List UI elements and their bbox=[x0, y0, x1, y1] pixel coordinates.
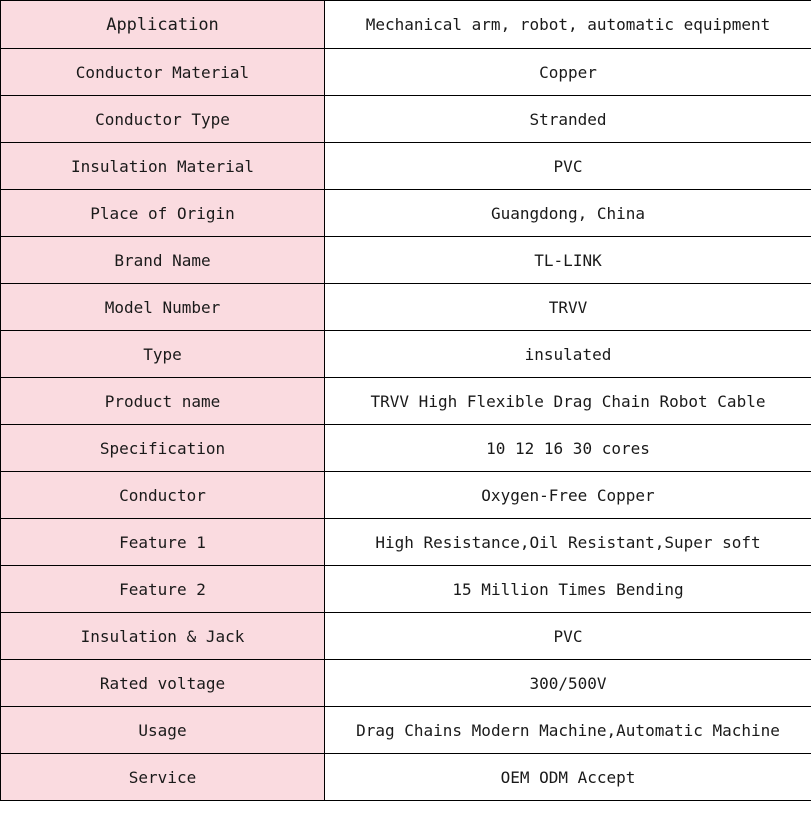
row-value-cell bbox=[325, 519, 811, 566]
row-value: OEM ODM Accept bbox=[500, 767, 636, 787]
row-label-cell bbox=[1, 143, 325, 190]
table-row bbox=[1, 613, 811, 660]
row-label-cell bbox=[1, 49, 325, 96]
row-value: Mechanical arm, robot, automatic equipment bbox=[365, 15, 771, 34]
row-label-cell bbox=[1, 472, 325, 519]
row-value: High Resistance,Oil Resistant,Super soft bbox=[375, 532, 761, 552]
table-row bbox=[1, 472, 811, 519]
row-label: Place of Origin bbox=[90, 203, 235, 223]
table-row bbox=[1, 566, 811, 613]
row-value: Copper bbox=[539, 62, 597, 82]
table-row bbox=[1, 96, 811, 143]
row-value-cell bbox=[325, 284, 811, 331]
row-value: Drag Chains Modern Machine,Automatic Machine bbox=[356, 720, 780, 740]
row-label: Rated voltage bbox=[99, 673, 226, 693]
row-value-cell bbox=[325, 754, 811, 801]
row-value: PVC bbox=[553, 626, 583, 646]
row-value-cell bbox=[325, 190, 811, 237]
row-label-cell bbox=[1, 331, 325, 378]
row-label-cell bbox=[1, 660, 325, 707]
row-value-cell bbox=[325, 613, 811, 660]
table-row bbox=[1, 331, 811, 378]
row-label-cell bbox=[1, 190, 325, 237]
row-value: Stranded bbox=[529, 109, 607, 129]
row-label-cell bbox=[1, 613, 325, 660]
row-value: 300/500V bbox=[529, 673, 607, 693]
row-label: Insulation & Jack bbox=[80, 626, 245, 646]
row-label: Type bbox=[143, 344, 182, 364]
table-row bbox=[1, 1, 811, 49]
table-row bbox=[1, 49, 811, 96]
row-value-cell bbox=[325, 707, 811, 754]
row-value-cell bbox=[325, 566, 811, 613]
table-row bbox=[1, 143, 811, 190]
table-row bbox=[1, 284, 811, 331]
row-label: Application bbox=[106, 14, 219, 35]
row-value-cell bbox=[325, 660, 811, 707]
row-label: Usage bbox=[138, 720, 187, 740]
row-label-cell bbox=[1, 237, 325, 284]
row-value: Guangdong, China bbox=[490, 203, 646, 223]
row-value: TL-LINK bbox=[534, 250, 602, 270]
row-label-cell bbox=[1, 519, 325, 566]
row-label: Specification bbox=[99, 438, 226, 458]
row-value-cell bbox=[325, 378, 811, 425]
row-label-cell bbox=[1, 378, 325, 425]
row-label: Service bbox=[128, 767, 197, 787]
row-label-cell bbox=[1, 284, 325, 331]
row-label-cell bbox=[1, 754, 325, 801]
table-row bbox=[1, 519, 811, 566]
table-row bbox=[1, 660, 811, 707]
row-value: PVC bbox=[553, 156, 583, 176]
row-label: Insulation Material bbox=[70, 156, 255, 176]
row-label-cell bbox=[1, 425, 325, 472]
row-label-cell bbox=[1, 96, 325, 143]
row-value: 10 12 16 30 cores bbox=[486, 438, 650, 458]
spec-table-body bbox=[1, 1, 811, 801]
table-row bbox=[1, 378, 811, 425]
row-value: TRVV bbox=[548, 297, 588, 317]
row-value: 15 Million Times Bending bbox=[452, 579, 684, 599]
row-value-cell bbox=[325, 96, 811, 143]
row-label: Conductor Type bbox=[95, 109, 230, 129]
table-row bbox=[1, 425, 811, 472]
row-label: Model Number bbox=[104, 297, 221, 317]
row-value-cell bbox=[325, 1, 811, 49]
row-label-cell bbox=[1, 566, 325, 613]
row-value-cell bbox=[325, 49, 811, 96]
table-row bbox=[1, 707, 811, 754]
table-row bbox=[1, 754, 811, 801]
row-label-cell bbox=[1, 707, 325, 754]
row-label: Product name bbox=[104, 391, 221, 411]
row-label: Feature 1 bbox=[119, 532, 206, 552]
row-value-cell bbox=[325, 331, 811, 378]
row-label: Feature 2 bbox=[119, 579, 206, 599]
row-label-cell bbox=[1, 1, 325, 49]
row-value-cell bbox=[325, 237, 811, 284]
row-value-cell bbox=[325, 143, 811, 190]
row-value: Oxygen-Free Copper bbox=[481, 485, 655, 505]
table-row bbox=[1, 237, 811, 284]
table-row bbox=[1, 190, 811, 237]
row-label: Brand Name bbox=[114, 250, 211, 270]
row-value-cell bbox=[325, 472, 811, 519]
row-label: Conductor Material bbox=[75, 62, 250, 82]
row-value-cell bbox=[325, 425, 811, 472]
row-value: TRVV High Flexible Drag Chain Robot Cable bbox=[370, 391, 766, 411]
row-value: insulated bbox=[524, 344, 612, 364]
row-label: Conductor bbox=[119, 485, 206, 505]
